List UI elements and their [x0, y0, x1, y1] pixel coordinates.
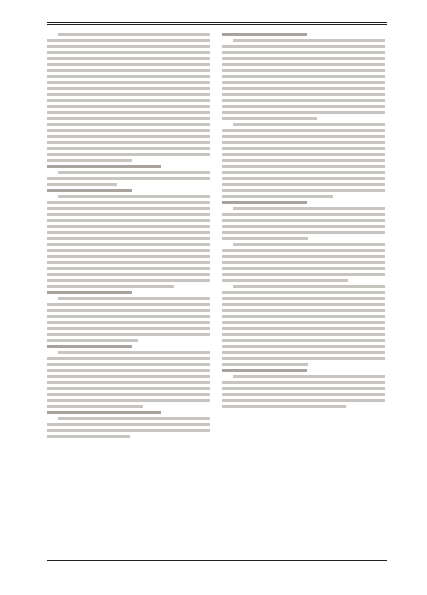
- paragraph-line: [233, 39, 385, 42]
- paragraph-line: [222, 387, 385, 390]
- paragraph-line: [47, 435, 130, 438]
- paragraph-line: [47, 249, 210, 252]
- paragraph-line: [47, 255, 210, 258]
- paragraph-line: [222, 327, 385, 330]
- paragraph-line: [47, 177, 210, 180]
- paragraph-line: [222, 87, 385, 90]
- left-column: [47, 30, 210, 558]
- paragraph-line: [47, 51, 210, 54]
- paragraph-line: [233, 243, 385, 246]
- paragraph-line: [47, 429, 210, 432]
- left-block-subheading: [47, 291, 210, 294]
- paragraph-line: [47, 45, 210, 48]
- paragraph-line: [222, 99, 385, 102]
- paragraph-line: [222, 237, 308, 240]
- paragraph-line: [233, 375, 385, 378]
- paragraph-line: [47, 147, 210, 150]
- paragraph-line: [233, 207, 385, 210]
- paragraph-line: [47, 363, 210, 366]
- header-rule-thin: [47, 24, 387, 25]
- paragraph-line: [222, 69, 385, 72]
- paragraph-line: [47, 321, 210, 324]
- paragraph-line: [222, 279, 348, 282]
- paragraph-line: [222, 333, 385, 336]
- subheading-line: [47, 291, 132, 294]
- paragraph-line: [233, 123, 385, 126]
- paragraph-line: [222, 189, 385, 192]
- right-block-paragraph: [222, 207, 385, 240]
- paragraph-line: [47, 105, 210, 108]
- paragraph-line: [47, 225, 210, 228]
- left-block-paragraph: [47, 171, 210, 186]
- paragraph-line: [58, 297, 210, 300]
- paragraph-line: [47, 219, 210, 222]
- paragraph-line: [222, 261, 385, 264]
- left-block-paragraph: [47, 351, 210, 408]
- paragraph-line: [47, 333, 210, 336]
- subheading-line: [222, 33, 307, 36]
- subheading-line: [222, 369, 307, 372]
- paragraph-line: [47, 243, 210, 246]
- header-rule: [47, 22, 387, 23]
- right-block-paragraph: [222, 243, 385, 282]
- paragraph-line: [58, 171, 210, 174]
- paragraph-line: [222, 159, 385, 162]
- paragraph-line: [47, 207, 210, 210]
- paragraph-line: [47, 159, 132, 162]
- paragraph-line: [222, 273, 385, 276]
- paragraph-line: [47, 75, 210, 78]
- paragraph-line: [222, 339, 385, 342]
- paragraph-line: [47, 99, 210, 102]
- paragraph-line: [47, 63, 210, 66]
- right-block-subheading: [222, 369, 385, 372]
- paragraph-line: [47, 201, 210, 204]
- paragraph-line: [58, 195, 210, 198]
- paragraph-line: [47, 39, 210, 42]
- right-block-subheading: [222, 33, 385, 36]
- paragraph-line: [222, 267, 385, 270]
- subheading-line: [222, 201, 307, 204]
- paragraph-line: [47, 315, 210, 318]
- paragraph-line: [222, 45, 385, 48]
- paragraph-line: [222, 351, 385, 354]
- paragraph-line: [47, 399, 210, 402]
- paragraph-line: [222, 315, 385, 318]
- paragraph-line: [222, 213, 385, 216]
- paragraph-line: [222, 345, 385, 348]
- paragraph-line: [222, 57, 385, 60]
- right-block-paragraph: [222, 39, 385, 120]
- paragraph-line: [222, 219, 385, 222]
- paragraph-line: [47, 129, 210, 132]
- left-block-subheading: [47, 345, 210, 348]
- paragraph-line: [222, 75, 385, 78]
- paragraph-line: [47, 153, 210, 156]
- paragraph-line: [58, 351, 210, 354]
- left-block-paragraph: [47, 33, 210, 162]
- paragraph-line: [222, 129, 385, 132]
- paragraph-line: [222, 321, 385, 324]
- paragraph-line: [222, 147, 385, 150]
- paragraph-line: [222, 171, 385, 174]
- subheading-line: [47, 189, 132, 192]
- paragraph-line: [222, 309, 385, 312]
- paragraph-line: [222, 165, 385, 168]
- heading-line: [47, 165, 161, 168]
- paragraph-line: [222, 231, 385, 234]
- paragraph-line: [47, 393, 210, 396]
- paragraph-line: [47, 357, 210, 360]
- paragraph-line: [47, 111, 210, 114]
- paragraph-line: [47, 381, 210, 384]
- paragraph-line: [222, 249, 385, 252]
- paragraph-line: [222, 93, 385, 96]
- right-column: [222, 30, 385, 558]
- right-block-paragraph: [222, 375, 385, 408]
- paragraph-line: [47, 69, 210, 72]
- paragraph-line: [222, 111, 385, 114]
- paragraph-line: [222, 357, 385, 360]
- paragraph-line: [222, 153, 385, 156]
- paragraph-line: [47, 81, 210, 84]
- paragraph-line: [222, 177, 385, 180]
- footer-rule: [47, 560, 387, 561]
- paragraph-line: [47, 213, 210, 216]
- left-block-subheading: [47, 189, 210, 192]
- paragraph-line: [222, 51, 385, 54]
- paragraph-line: [47, 285, 174, 288]
- paragraph-line: [47, 267, 210, 270]
- paragraph-line: [47, 327, 210, 330]
- paragraph-line: [47, 57, 210, 60]
- paragraph-line: [58, 33, 210, 36]
- paragraph-line: [222, 63, 385, 66]
- paragraph-line: [222, 297, 385, 300]
- paragraph-line: [233, 285, 385, 288]
- paragraph-line: [222, 141, 385, 144]
- paragraph-line: [47, 87, 210, 90]
- left-block-paragraph: [47, 417, 210, 438]
- paragraph-line: [222, 183, 385, 186]
- right-block-paragraph: [222, 285, 385, 366]
- subheading-line: [47, 345, 132, 348]
- paragraph-line: [47, 279, 210, 282]
- left-block-paragraph: [47, 297, 210, 342]
- paragraph-line: [222, 363, 308, 366]
- paragraph-line: [222, 135, 385, 138]
- paragraph-line: [47, 135, 210, 138]
- right-block-subheading: [222, 201, 385, 204]
- paragraph-line: [47, 261, 210, 264]
- paragraph-line: [222, 405, 346, 408]
- paragraph-line: [47, 123, 210, 126]
- paragraph-line: [47, 183, 117, 186]
- left-block-paragraph: [47, 195, 210, 288]
- paragraph-line: [47, 387, 210, 390]
- paragraph-line: [47, 237, 210, 240]
- paragraph-line: [222, 291, 385, 294]
- paragraph-line: [47, 369, 210, 372]
- paragraph-line: [222, 399, 385, 402]
- paragraph-line: [58, 417, 210, 420]
- paragraph-line: [222, 105, 385, 108]
- paragraph-line: [222, 81, 385, 84]
- paragraph-line: [222, 195, 333, 198]
- paragraph-line: [47, 231, 210, 234]
- paragraph-line: [222, 225, 385, 228]
- paragraph-line: [47, 303, 210, 306]
- paragraph-line: [47, 375, 210, 378]
- paragraph-line: [222, 117, 317, 120]
- paragraph-line: [47, 309, 210, 312]
- paragraph-line: [47, 339, 138, 342]
- paragraph-line: [47, 141, 210, 144]
- left-block-heading: [47, 411, 210, 414]
- right-block-paragraph: [222, 123, 385, 198]
- heading-line: [47, 411, 161, 414]
- paragraph-line: [47, 117, 210, 120]
- left-block-heading: [47, 165, 210, 168]
- paragraph-line: [47, 93, 210, 96]
- paragraph-line: [47, 423, 210, 426]
- paragraph-line: [222, 381, 385, 384]
- paragraph-line: [222, 255, 385, 258]
- paragraph-line: [47, 405, 143, 408]
- paragraph-line: [222, 393, 385, 396]
- paragraph-line: [47, 273, 210, 276]
- paragraph-line: [222, 303, 385, 306]
